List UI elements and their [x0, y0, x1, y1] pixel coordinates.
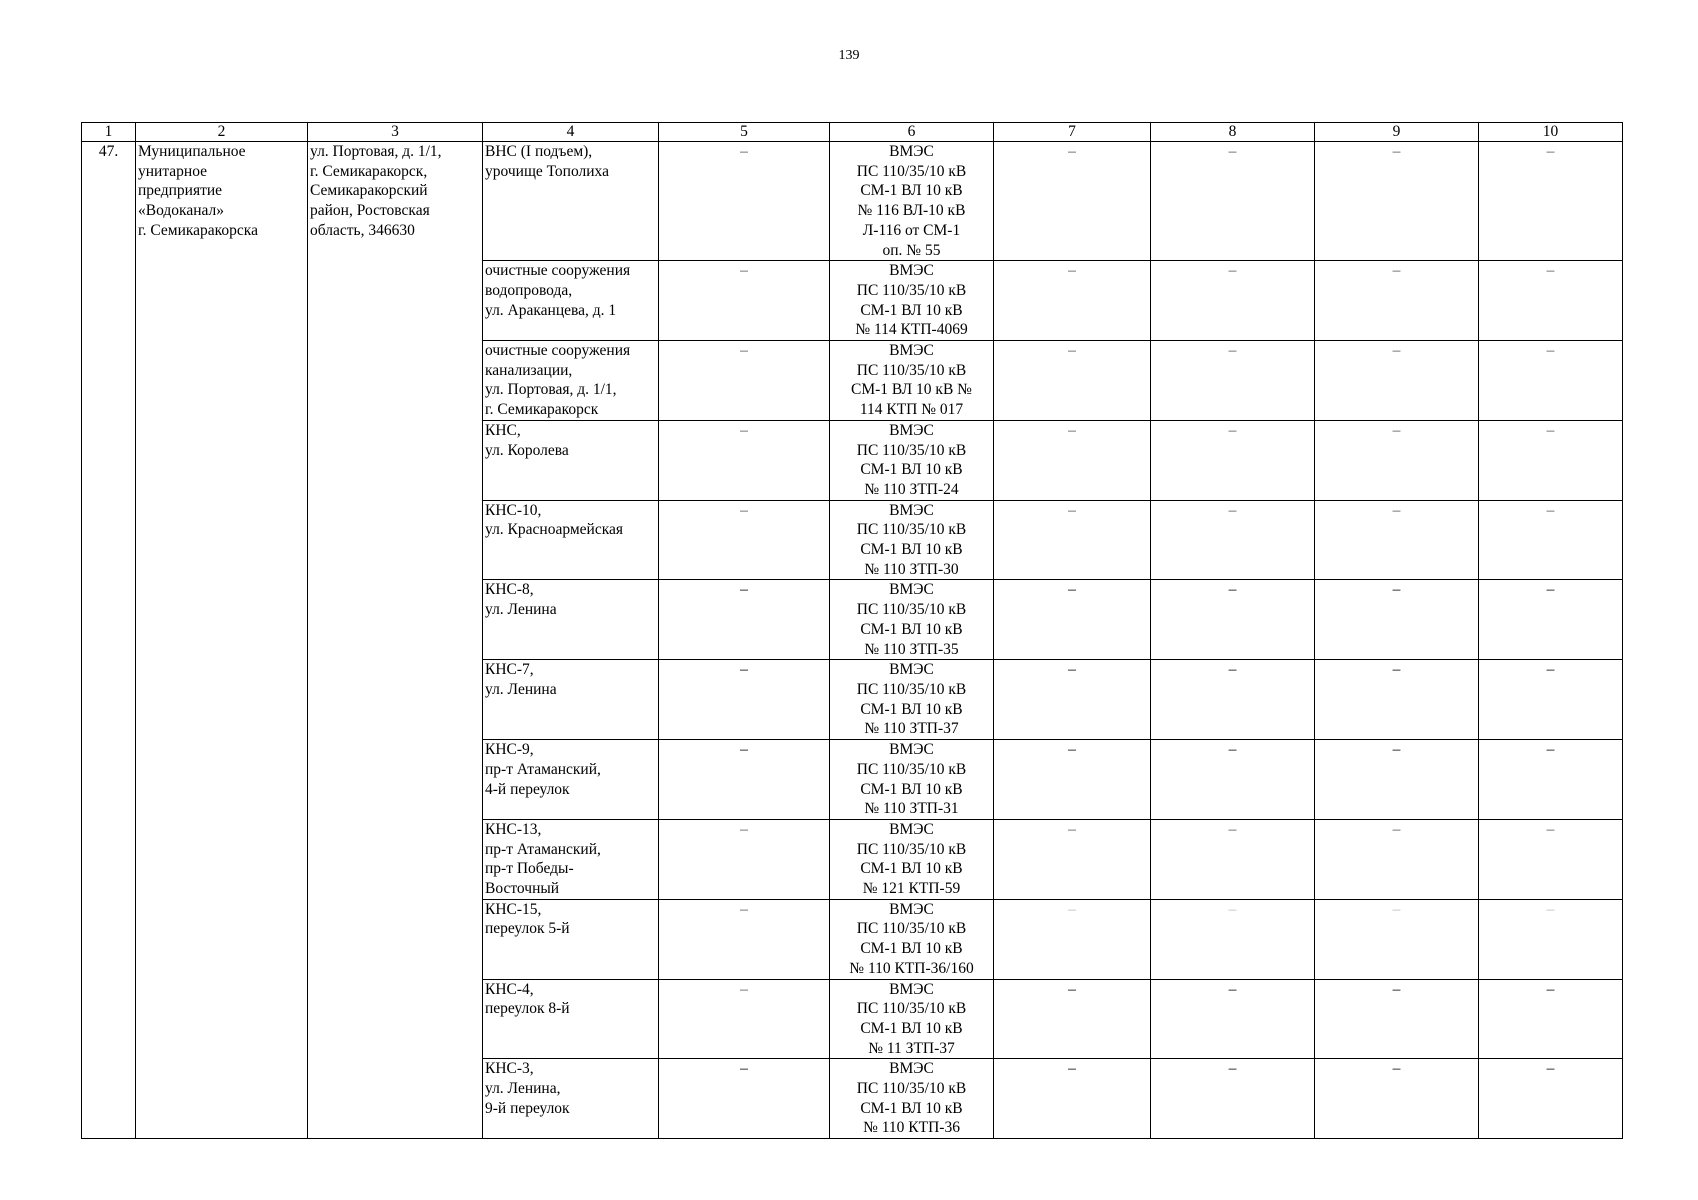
dash-value: –	[1546, 661, 1555, 679]
col-9-cell	[1315, 740, 1479, 820]
address-line: ул. Портовая, д. 1/1,	[310, 143, 442, 160]
address-line: район, Ростовская	[310, 202, 430, 220]
feed-line: № 110 КТП-36	[863, 1119, 960, 1137]
col-9-cell	[1315, 660, 1479, 740]
col-8-cell	[1151, 1059, 1315, 1139]
object-cell	[483, 740, 659, 820]
power-feed-cell	[830, 819, 994, 899]
address-cell	[308, 142, 483, 1139]
col-9-cell	[1315, 899, 1479, 979]
col-10-cell	[1479, 341, 1623, 421]
dash-value: –	[1228, 262, 1237, 280]
dash-value: –	[1546, 421, 1555, 439]
dash-value: –	[1392, 820, 1401, 838]
power-feed-cell	[830, 420, 994, 500]
object-line: пр-т Атаманский,	[485, 840, 601, 858]
col-8-cell	[1151, 740, 1315, 820]
dash-value: –	[1228, 820, 1237, 838]
object-line: очистные сооружения	[485, 342, 631, 360]
feed-line: ВМЭС	[889, 342, 934, 360]
col-7-cell	[994, 819, 1151, 899]
dash-value: –	[1392, 980, 1401, 998]
col-10-cell	[1479, 1059, 1623, 1139]
object-cell	[483, 142, 659, 261]
dash-value: –	[1546, 900, 1555, 918]
feed-line: 114 КТП № 017	[859, 401, 964, 419]
column-number-header: 2	[136, 123, 308, 142]
feed-line: № 110 ЗТП-31	[864, 800, 959, 818]
object-line: пр-т Победы-	[485, 860, 574, 878]
organization-line: «Водоканал»	[138, 202, 224, 220]
object-line: КНС-4,	[485, 980, 534, 998]
col-5-cell	[659, 420, 830, 500]
dash-value: –	[1546, 262, 1555, 280]
object-line: ВНС (I подъем),	[485, 143, 593, 160]
col-8-cell	[1151, 261, 1315, 341]
object-line: переулок 8-й	[485, 1000, 570, 1018]
power-feed-cell	[830, 1059, 994, 1139]
col-8-cell	[1151, 819, 1315, 899]
feed-line: ВМЭС	[889, 421, 934, 439]
col-8-cell	[1151, 142, 1315, 261]
feed-line: № 114 КТП-4069	[855, 321, 968, 339]
feed-line: ПС 110/35/10 кВ	[856, 441, 967, 459]
col-7-cell	[994, 341, 1151, 421]
object-line: КНС-8,	[485, 581, 534, 599]
object-line: КНС-3,	[485, 1060, 534, 1078]
col-10-cell	[1479, 660, 1623, 740]
dash-value: –	[1068, 980, 1076, 998]
object-line: КНС-7,	[485, 661, 534, 679]
dash-value: –	[1392, 741, 1401, 759]
object-line: ул. Ленина	[485, 601, 557, 619]
dash-value: –	[1228, 661, 1237, 679]
col-10-cell	[1479, 740, 1623, 820]
object-cell	[483, 979, 659, 1059]
col-9-cell	[1315, 1059, 1479, 1139]
dash-value: –	[1228, 143, 1237, 160]
col-8-cell	[1151, 500, 1315, 580]
col-9-cell	[1315, 500, 1479, 580]
organization-line: предприятие	[138, 182, 223, 200]
dash-value: –	[1392, 501, 1401, 519]
power-feed-cell	[830, 660, 994, 740]
dash-value: –	[1546, 501, 1555, 519]
object-cell	[483, 500, 659, 580]
object-line: ул. Портовая, д. 1/1,	[485, 381, 617, 399]
feed-line: СМ-1 ВЛ 10 кВ	[860, 461, 963, 479]
entry-index-cell: 47.	[82, 142, 136, 1139]
col-8-cell	[1151, 979, 1315, 1059]
feed-line: СМ-1 ВЛ 10 кВ	[860, 301, 963, 319]
objects-table	[81, 122, 1623, 1139]
col-9-cell	[1315, 979, 1479, 1059]
feed-line: СМ-1 ВЛ 10 кВ	[860, 182, 963, 200]
column-number-header: 1	[82, 123, 136, 142]
object-cell	[483, 899, 659, 979]
column-number-header: 4	[483, 123, 659, 142]
dash-value: –	[1546, 342, 1555, 360]
object-line: КНС-10,	[485, 501, 542, 519]
col-7-cell	[994, 660, 1151, 740]
object-cell	[483, 341, 659, 421]
dash-value: –	[740, 501, 748, 519]
dash-value: –	[1068, 143, 1076, 160]
power-feed-cell	[830, 341, 994, 421]
feed-line: № 110 ЗТП-30	[864, 560, 959, 578]
dash-value: –	[740, 820, 748, 838]
feed-line: СМ-1 ВЛ 10 кВ	[860, 1099, 963, 1117]
col-7-cell	[994, 261, 1151, 341]
power-feed-cell	[830, 142, 994, 261]
feed-line: ПС 110/35/10 кВ	[856, 920, 967, 938]
feed-line: ВМЭС	[889, 581, 934, 599]
feed-line: № 110 ЗТП-37	[864, 720, 959, 738]
object-line: водопровода,	[485, 281, 573, 299]
col-7-cell	[994, 979, 1151, 1059]
col-9-cell	[1315, 142, 1479, 261]
organization-line: г. Семикаракорска	[138, 221, 258, 239]
col-7-cell	[994, 420, 1151, 500]
power-feed-cell	[830, 979, 994, 1059]
power-feed-cell	[830, 740, 994, 820]
feed-line: № 110 ЗТП-24	[864, 480, 959, 498]
feed-line: ВМЭС	[889, 1060, 934, 1078]
feed-line: СМ-1 ВЛ 10 кВ	[860, 541, 963, 559]
dash-value: –	[1392, 143, 1401, 160]
dash-value: –	[1392, 581, 1401, 599]
feed-line: № 121 КТП-59	[862, 880, 961, 898]
dash-value: –	[740, 421, 748, 439]
dash-value: –	[1228, 342, 1237, 360]
col-10-cell	[1479, 142, 1623, 261]
col-5-cell	[659, 740, 830, 820]
col-5-cell	[659, 979, 830, 1059]
organization-line: унитарное	[138, 162, 208, 180]
feed-line: СМ-1 ВЛ 10 кВ	[860, 1019, 963, 1037]
dash-value: –	[1392, 421, 1401, 439]
power-feed-cell	[830, 899, 994, 979]
feed-line: № 11 ЗТП-37	[868, 1039, 955, 1057]
feed-line: ВМЭС	[889, 741, 934, 759]
feed-line: СМ-1 ВЛ 10 кВ	[860, 860, 963, 878]
organization-line: Муниципальное	[138, 143, 246, 160]
object-cell	[483, 1059, 659, 1139]
dash-value: –	[1392, 900, 1401, 918]
dash-value: –	[1228, 421, 1237, 439]
dash-value: –	[1392, 262, 1401, 280]
col-8-cell	[1151, 420, 1315, 500]
object-line: Восточный	[485, 880, 560, 898]
column-number-header: 3	[308, 123, 483, 142]
feed-line: ПС 110/35/10 кВ	[856, 1080, 967, 1098]
dash-value: –	[1546, 143, 1555, 160]
dash-value: –	[740, 262, 748, 280]
feed-line: СМ-1 ВЛ 10 кВ №	[851, 381, 972, 399]
address-line: г. Семикаракорск,	[310, 162, 428, 180]
dash-value: –	[1392, 1060, 1401, 1078]
feed-line: № 116 ВЛ-10 кВ	[857, 202, 966, 220]
col-9-cell	[1315, 261, 1479, 341]
dash-value: –	[740, 342, 748, 360]
dash-value: –	[1546, 820, 1555, 838]
dash-value: –	[1068, 262, 1076, 280]
dash-value: –	[1228, 741, 1237, 759]
col-7-cell	[994, 142, 1151, 261]
object-line: очистные сооружения	[485, 262, 631, 280]
feed-line: ВМЭС	[889, 980, 934, 998]
col-5-cell	[659, 341, 830, 421]
power-feed-cell	[830, 500, 994, 580]
object-line: пр-т Атаманский,	[485, 760, 601, 778]
feed-line: ПС 110/35/10 кВ	[856, 601, 967, 619]
col-8-cell	[1151, 899, 1315, 979]
col-9-cell	[1315, 819, 1479, 899]
page-number: 139	[838, 48, 860, 63]
column-number-header: 10	[1479, 123, 1623, 142]
dash-value: –	[1068, 900, 1076, 918]
object-line: переулок 5-й	[485, 920, 570, 938]
organization-cell	[136, 142, 308, 1139]
feed-line: ВМЭС	[889, 661, 934, 679]
dash-value: –	[1068, 581, 1076, 599]
object-line: КНС-13,	[485, 820, 542, 838]
address-line: Семикаракорский	[310, 182, 428, 200]
dash-value: –	[1228, 1060, 1237, 1078]
object-line: КНС-9,	[485, 741, 534, 759]
col-7-cell	[994, 899, 1151, 979]
feed-line: СМ-1 ВЛ 10 кВ	[860, 700, 963, 718]
col-8-cell	[1151, 660, 1315, 740]
feed-line: Л-116 от СМ-1	[862, 221, 961, 239]
col-10-cell	[1479, 580, 1623, 660]
dash-value: –	[1392, 342, 1401, 360]
col-10-cell	[1479, 420, 1623, 500]
col-10-cell	[1479, 261, 1623, 341]
dash-value: –	[1068, 820, 1076, 838]
object-line: урочище Тополиха	[485, 162, 609, 180]
object-line: 4-й переулок	[485, 780, 570, 798]
dash-value: –	[1392, 661, 1401, 679]
object-line: КНС,	[485, 421, 521, 439]
feed-line: ВМЭС	[889, 143, 934, 160]
feed-line: ВМЭС	[889, 501, 934, 519]
dash-value: –	[740, 900, 748, 918]
feed-line: СМ-1 ВЛ 10 кВ	[860, 620, 963, 638]
column-number-header: 6	[830, 123, 994, 142]
object-line: ул. Красноармейская	[485, 521, 624, 539]
dash-value: –	[740, 143, 748, 160]
dash-value: –	[1068, 501, 1076, 519]
object-line: 9-й переулок	[485, 1099, 570, 1117]
feed-line: ПС 110/35/10 кВ	[856, 521, 967, 539]
feed-line: ПС 110/35/10 кВ	[856, 760, 967, 778]
col-7-cell	[994, 1059, 1151, 1139]
feed-line: ВМЭС	[889, 820, 934, 838]
col-7-cell	[994, 580, 1151, 660]
object-cell	[483, 580, 659, 660]
object-cell	[483, 420, 659, 500]
dash-value: –	[1228, 581, 1237, 599]
dash-value: –	[740, 581, 748, 599]
object-line: г. Семикаракорск	[485, 401, 599, 419]
feed-line: ПС 110/35/10 кВ	[856, 281, 967, 299]
object-line: КНС-15,	[485, 900, 542, 918]
feed-line: СМ-1 ВЛ 10 кВ	[860, 940, 963, 958]
power-feed-cell	[830, 580, 994, 660]
feed-line: ВМЭС	[889, 900, 934, 918]
object-line: ул. Ленина,	[485, 1080, 561, 1098]
column-number-header: 8	[1151, 123, 1315, 142]
object-cell	[483, 261, 659, 341]
feed-line: № 110 КТП-36/160	[849, 959, 974, 977]
object-line: ул. Араканцева, д. 1	[485, 301, 617, 319]
feed-line: ПС 110/35/10 кВ	[856, 1000, 967, 1018]
col-10-cell	[1479, 819, 1623, 899]
dash-value: –	[740, 661, 748, 679]
col-5-cell	[659, 500, 830, 580]
column-number-row	[82, 123, 1623, 142]
object-line: ул. Королева	[485, 441, 569, 459]
dash-value: –	[1546, 980, 1555, 998]
dash-value: –	[1068, 1060, 1076, 1078]
dash-value: –	[1068, 741, 1076, 759]
object-line: канализации,	[485, 361, 573, 379]
address-line: область, 346630	[310, 221, 415, 239]
col-7-cell	[994, 740, 1151, 820]
dash-value: –	[1068, 661, 1076, 679]
col-9-cell	[1315, 580, 1479, 660]
feed-line: ПС 110/35/10 кВ	[856, 840, 967, 858]
feed-line: ПС 110/35/10 кВ	[856, 361, 967, 379]
object-cell	[483, 819, 659, 899]
dash-value: –	[1068, 342, 1076, 360]
table-row	[82, 142, 1623, 261]
dash-value: –	[1228, 980, 1237, 998]
col-10-cell	[1479, 979, 1623, 1059]
col-5-cell	[659, 819, 830, 899]
col-5-cell	[659, 580, 830, 660]
dash-value: –	[1546, 741, 1555, 759]
col-5-cell	[659, 1059, 830, 1139]
dash-value: –	[1546, 1060, 1555, 1078]
dash-value: –	[1228, 900, 1237, 918]
col-8-cell	[1151, 580, 1315, 660]
dash-value: –	[740, 1060, 748, 1078]
column-number-header: 5	[659, 123, 830, 142]
col-10-cell	[1479, 500, 1623, 580]
feed-line: ПС 110/35/10 кВ	[856, 680, 967, 698]
column-number-header: 9	[1315, 123, 1479, 142]
object-line: ул. Ленина	[485, 680, 557, 698]
dash-value: –	[740, 980, 748, 998]
col-5-cell	[659, 261, 830, 341]
col-5-cell	[659, 660, 830, 740]
power-feed-cell	[830, 261, 994, 341]
col-9-cell	[1315, 341, 1479, 421]
col-9-cell	[1315, 420, 1479, 500]
col-10-cell	[1479, 899, 1623, 979]
col-8-cell	[1151, 341, 1315, 421]
dash-value: –	[1068, 421, 1076, 439]
feed-line: оп. № 55	[882, 241, 941, 259]
col-5-cell	[659, 899, 830, 979]
feed-line: ВМЭС	[889, 262, 934, 280]
feed-line: ПС 110/35/10 кВ	[856, 162, 967, 180]
column-number-header: 7	[994, 123, 1151, 142]
feed-line: СМ-1 ВЛ 10 кВ	[860, 780, 963, 798]
col-5-cell	[659, 142, 830, 261]
dash-value: –	[740, 741, 748, 759]
dash-value: –	[1546, 581, 1555, 599]
dash-value: –	[1228, 501, 1237, 519]
col-7-cell	[994, 500, 1151, 580]
object-cell	[483, 660, 659, 740]
feed-line: № 110 ЗТП-35	[864, 640, 959, 658]
